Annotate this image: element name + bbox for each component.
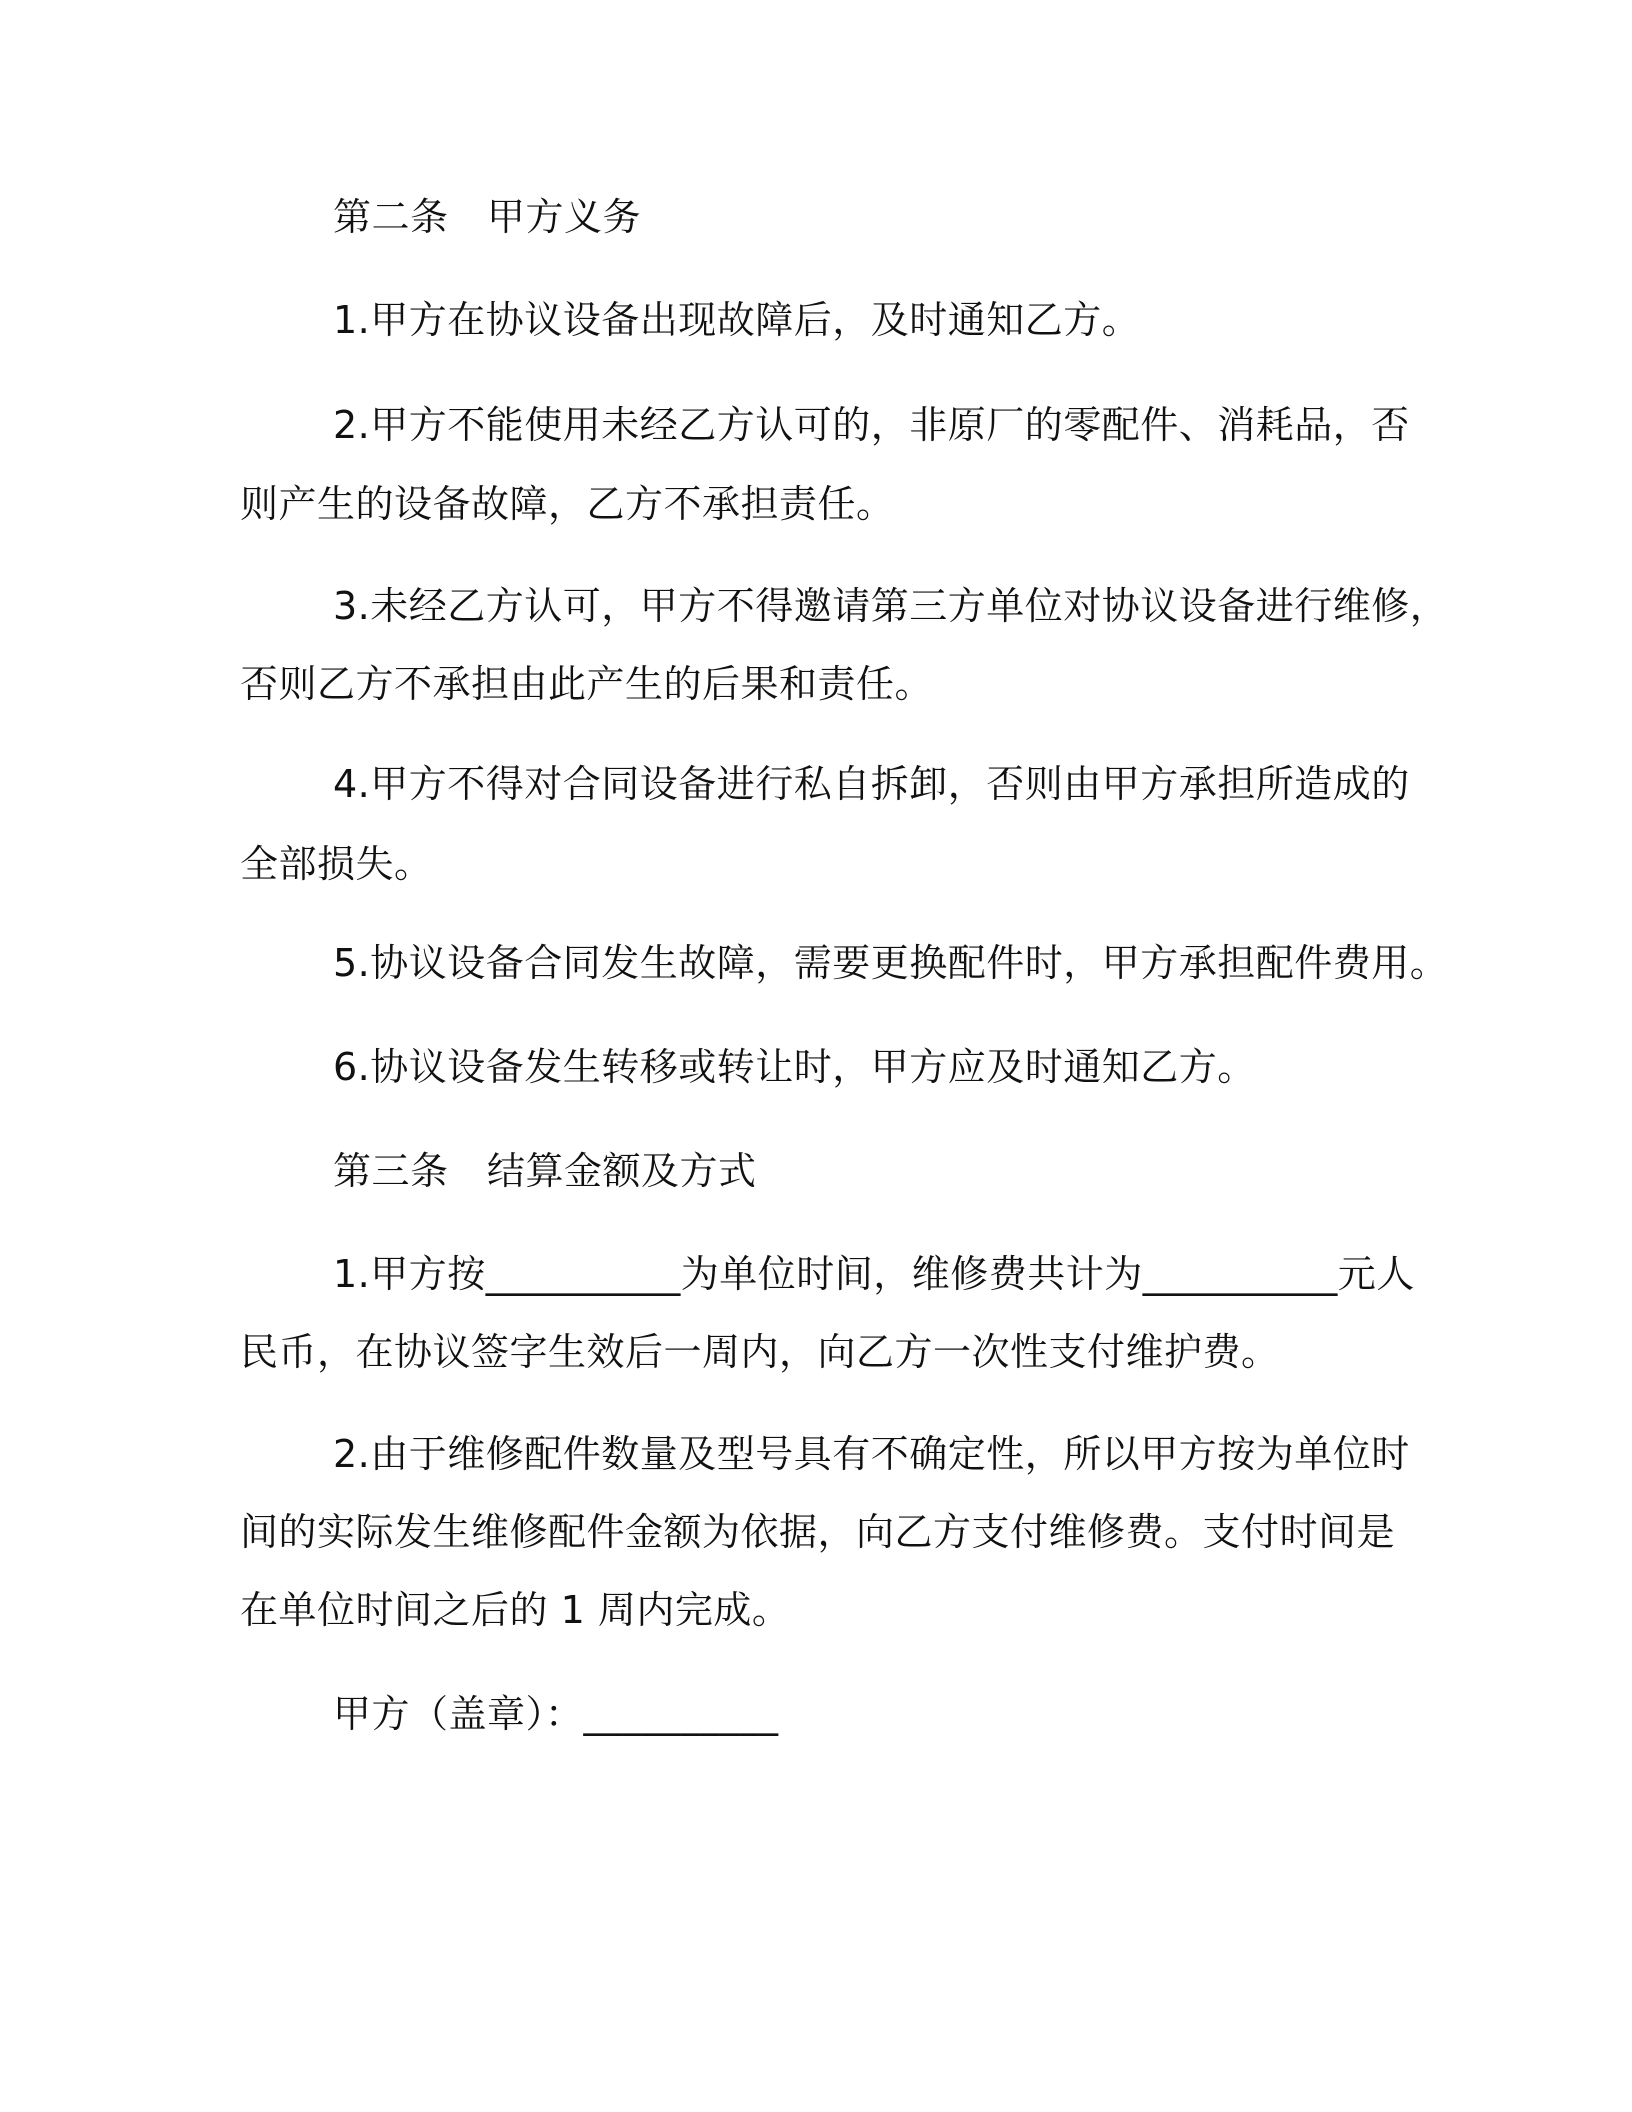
article-2-item-4-line-2: 全部损失。: [240, 842, 433, 886]
article-2-heading: 第二条 甲方义务: [333, 195, 642, 239]
article-2-item-3-line-1: 3.未经乙方认可，甲方不得邀请第三方单位对协议设备进行维修，: [333, 584, 1449, 628]
article-2-item-6: 6.协议设备发生转移或转让时，甲方应及时通知乙方。: [333, 1045, 1256, 1089]
article-2-item-2-line-2: 则产生的设备故障，乙方不承担责任。: [240, 482, 895, 526]
article-3-item-2-line-1: 2.由于维修配件数量及型号具有不确定性，所以甲方按为单位时: [333, 1432, 1410, 1476]
article-2-item-5: 5.协议设备合同发生故障，需要更换配件时，甲方承担配件费用。: [333, 941, 1449, 985]
article-2-item-2-line-1: 2.甲方不能使用未经乙方认可的，非原厂的零配件、消耗品，否: [333, 403, 1410, 447]
article-3-item-1-line-2: 民币，在协议签字生效后一周内，向乙方一次性支付维护费。: [240, 1330, 1280, 1374]
article-3-item-1-line-1: 1.甲方按__________为单位时间，维修费共计为__________元人: [333, 1252, 1415, 1296]
article-2-item-3-line-2: 否则乙方不承担由此产生的后果和责任。: [240, 662, 934, 706]
article-2-item-1: 1.甲方在协议设备出现故障后，及时通知乙方。: [333, 298, 1141, 342]
article-3-item-2-line-3: 在单位时间之后的 1 周内完成。: [240, 1588, 791, 1632]
article-3-item-2-line-2: 间的实际发生维修配件金额为依据，向乙方支付维修费。支付时间是: [240, 1510, 1396, 1554]
article-3-heading: 第三条 结算金额及方式: [333, 1149, 757, 1193]
article-2-item-4-line-1: 4.甲方不得对合同设备进行私自拆卸，否则由甲方承担所造成的: [333, 762, 1410, 806]
party-a-signature: 甲方（盖章）：__________: [333, 1692, 779, 1736]
